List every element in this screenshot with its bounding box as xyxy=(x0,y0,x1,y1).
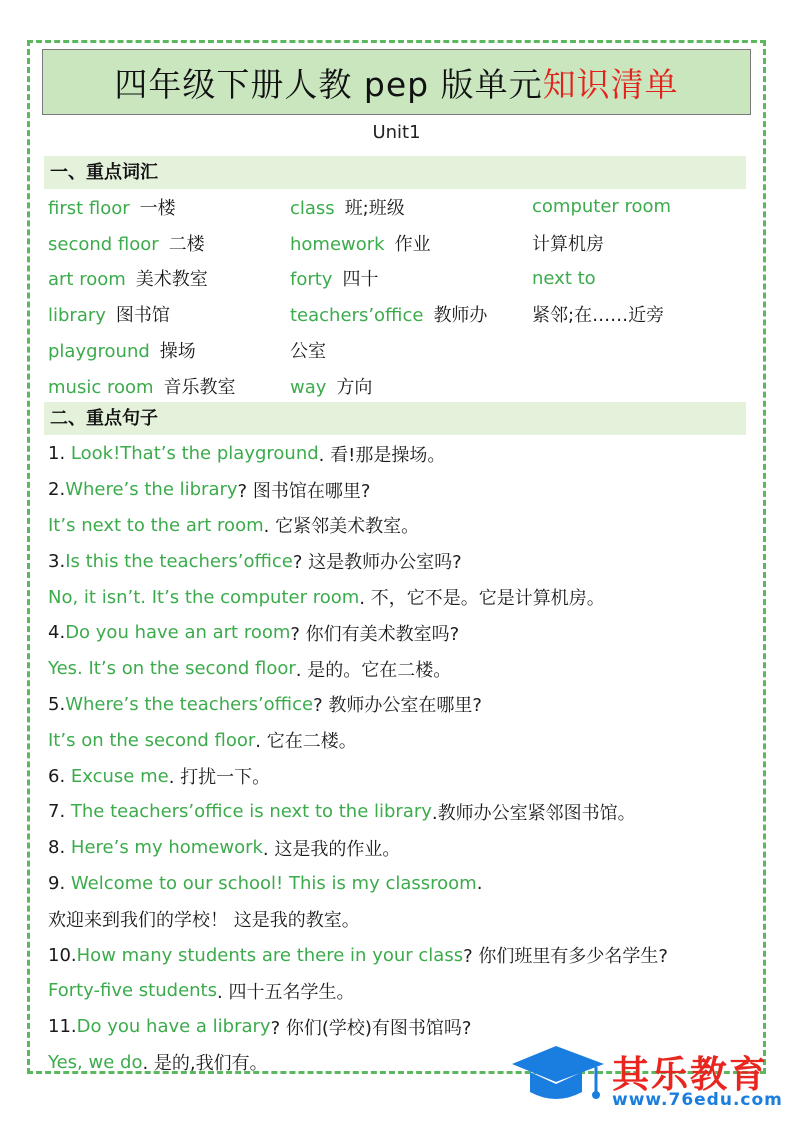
sentence-row xyxy=(48,794,748,830)
sentence-english: How many students are there in your class xyxy=(76,944,464,966)
vocab-english: computer room xyxy=(532,196,672,218)
sentence-chinese: . 看!那是操场。 xyxy=(318,444,446,466)
vocab-row xyxy=(48,225,748,261)
vocab-chinese: 紧邻;在……近旁 xyxy=(532,305,665,327)
sentence-chinese: . 打扰一下。 xyxy=(168,767,271,789)
vocab-item xyxy=(290,230,431,256)
brand-logo xyxy=(508,1040,788,1118)
sentence-english: Is this the teachers’office xyxy=(65,550,293,572)
sentence-chinese: ? 这是教师办公室吗? xyxy=(292,552,462,574)
vocab-item xyxy=(290,373,372,399)
sentence-english: Do you have a library xyxy=(76,1016,271,1038)
vocab-chinese: 一楼 xyxy=(139,197,176,219)
sentence-row xyxy=(48,830,748,866)
sentence-chinese: ? 教师办公室在哪里? xyxy=(313,695,482,717)
vocab-chinese: 美术教室 xyxy=(135,269,208,291)
sentence-chinese: ? 图书馆在哪里? xyxy=(237,480,371,502)
vocab-english: teachers’office xyxy=(290,305,424,327)
vocab-section-heading: 一、重点词汇 xyxy=(44,156,746,189)
sentence-english: The teachers’office is next to the library xyxy=(70,801,432,823)
sentence-chinese: . 四十五名学生。 xyxy=(217,981,355,1003)
sentence-row xyxy=(48,937,748,973)
sentence-chinese: . 它紧邻美术教室。 xyxy=(263,516,420,538)
vocab-item xyxy=(532,196,671,217)
vocab-item xyxy=(48,373,236,399)
sentence-number: 5. xyxy=(48,693,66,715)
vocab-item xyxy=(48,194,176,220)
vocab-item xyxy=(290,265,378,291)
sentence-english: Do you have an art room xyxy=(65,622,291,644)
sentence-row xyxy=(48,901,748,937)
sentence-chinese: ? 你们班里有多少名学生? xyxy=(463,946,668,968)
sentence-row xyxy=(48,651,748,687)
sentence-row xyxy=(48,722,748,758)
unit-label: Unit1 xyxy=(372,122,421,143)
sentence-chinese: ? 你们(学校)有图书馆吗? xyxy=(270,1017,472,1039)
sentence-english: Excuse me xyxy=(70,765,169,787)
sentence-chinese: . 是的。它在二楼。 xyxy=(295,659,452,681)
sentence-row xyxy=(48,508,748,544)
vocab-chinese: 音乐教室 xyxy=(163,376,236,398)
vocab-item xyxy=(290,301,487,327)
sentence-row xyxy=(48,579,748,615)
vocab-row xyxy=(48,332,748,368)
sentence-row xyxy=(48,866,748,902)
vocab-english: second floor xyxy=(48,233,159,255)
title-main: 四年级下册人教 pep 版单元 xyxy=(114,64,543,104)
brand-name: 其乐教育 xyxy=(612,1053,768,1096)
sentence-english: Look!That’s the playground xyxy=(70,443,319,465)
vocab-chinese: 操场 xyxy=(159,341,196,363)
vocab-chinese: 图书馆 xyxy=(115,305,170,327)
vocab-english: forty xyxy=(290,269,333,291)
sentence-chinese: . 这是我的作业。 xyxy=(262,838,401,860)
sentence-row xyxy=(48,543,748,579)
vocab-chinese: 四十 xyxy=(342,269,379,291)
sentence-number: 9. xyxy=(48,872,71,894)
vocab-item xyxy=(48,230,205,256)
sentence-english: Where’s the teachers’office xyxy=(65,693,314,715)
vocab-english: next to xyxy=(532,267,596,289)
sentence-list xyxy=(48,436,748,1080)
sentence-row xyxy=(48,973,748,1009)
sentence-chinese: ? 你们有美术教室吗? xyxy=(290,623,460,645)
vocab-item xyxy=(532,301,664,327)
sentence-chinese: . 是的,我们有。 xyxy=(142,1053,268,1075)
vocab-english: homework xyxy=(290,233,385,255)
sentence-row xyxy=(48,472,748,508)
sentence-number: 8. xyxy=(48,837,71,859)
sentence-number: 10. xyxy=(48,944,77,966)
vocab-chinese: 公室 xyxy=(290,341,326,363)
vocab-chinese: 作业 xyxy=(394,233,431,255)
sentence-row xyxy=(48,758,748,794)
sentence-row xyxy=(48,615,748,651)
sentence-chinese: . xyxy=(476,872,483,894)
vocab-english: way xyxy=(290,376,327,398)
sentence-number: 1. xyxy=(48,443,71,465)
vocab-list xyxy=(48,189,748,404)
vocab-english: playground xyxy=(48,341,150,363)
sentence-english: No, it isn’t. It’s the computer room xyxy=(48,586,360,608)
vocab-chinese: 二楼 xyxy=(168,233,205,255)
sentence-english: It’s on the second floor xyxy=(48,729,256,751)
sentence-english: Here’s my homework xyxy=(70,837,263,859)
page-title xyxy=(42,49,751,115)
sentence-english: Forty-five students xyxy=(48,980,217,1002)
sentence-english: Yes. It’s on the second floor xyxy=(48,658,296,680)
sentence-number: 3. xyxy=(48,550,66,572)
sentence-chinese: .教师办公室紧邻图书馆。 xyxy=(431,802,636,824)
vocab-english: class xyxy=(290,197,335,219)
sentence-chinese: 欢迎来到我们的学校！ 这是我的教室。 xyxy=(48,910,360,932)
vocab-row xyxy=(48,296,748,332)
sentence-english: Welcome to our school! This is my classroom xyxy=(70,872,477,894)
vocab-english: music room xyxy=(48,376,154,398)
vocab-item xyxy=(48,265,208,291)
vocab-row xyxy=(48,261,748,297)
title-highlight: 知识清单 xyxy=(542,64,679,104)
sentence-english: It’s next to the art room xyxy=(48,514,264,536)
vocab-row xyxy=(48,189,748,225)
vocab-english: library xyxy=(48,305,106,327)
vocab-item xyxy=(532,230,604,256)
vocab-item xyxy=(48,301,170,327)
vocab-item xyxy=(532,268,596,289)
vocab-item xyxy=(290,337,326,363)
sentence-number: 2. xyxy=(48,479,66,501)
graduation-cap-icon xyxy=(508,1040,608,1118)
sentence-chinese: . 它在二楼。 xyxy=(255,731,357,753)
sentence-english: Where’s the library xyxy=(65,479,238,501)
sentence-english: Yes, we do xyxy=(48,1051,143,1073)
vocab-chinese: 计算机房 xyxy=(532,233,604,255)
vocab-english: art room xyxy=(48,269,126,291)
sentence-section-heading: 二、重点句子 xyxy=(44,402,746,435)
vocab-english: first floor xyxy=(48,197,130,219)
sentence-number: 11. xyxy=(48,1016,77,1038)
vocab-chinese: 方向 xyxy=(336,376,373,398)
sentence-number: 4. xyxy=(48,622,66,644)
sentence-row xyxy=(48,687,748,723)
sentence-row xyxy=(48,436,748,472)
vocab-chinese: 教师办 xyxy=(433,305,488,327)
vocab-row xyxy=(48,368,748,404)
vocab-item xyxy=(48,337,196,363)
sentence-number: 7. xyxy=(48,801,71,823)
sentence-chinese: . 不，它不是。它是计算机房。 xyxy=(359,588,605,610)
vocab-item xyxy=(290,194,405,220)
sentence-number: 6. xyxy=(48,765,71,787)
brand-url: www.76edu.com xyxy=(612,1090,783,1110)
vocab-chinese: 班;班级 xyxy=(344,197,405,219)
